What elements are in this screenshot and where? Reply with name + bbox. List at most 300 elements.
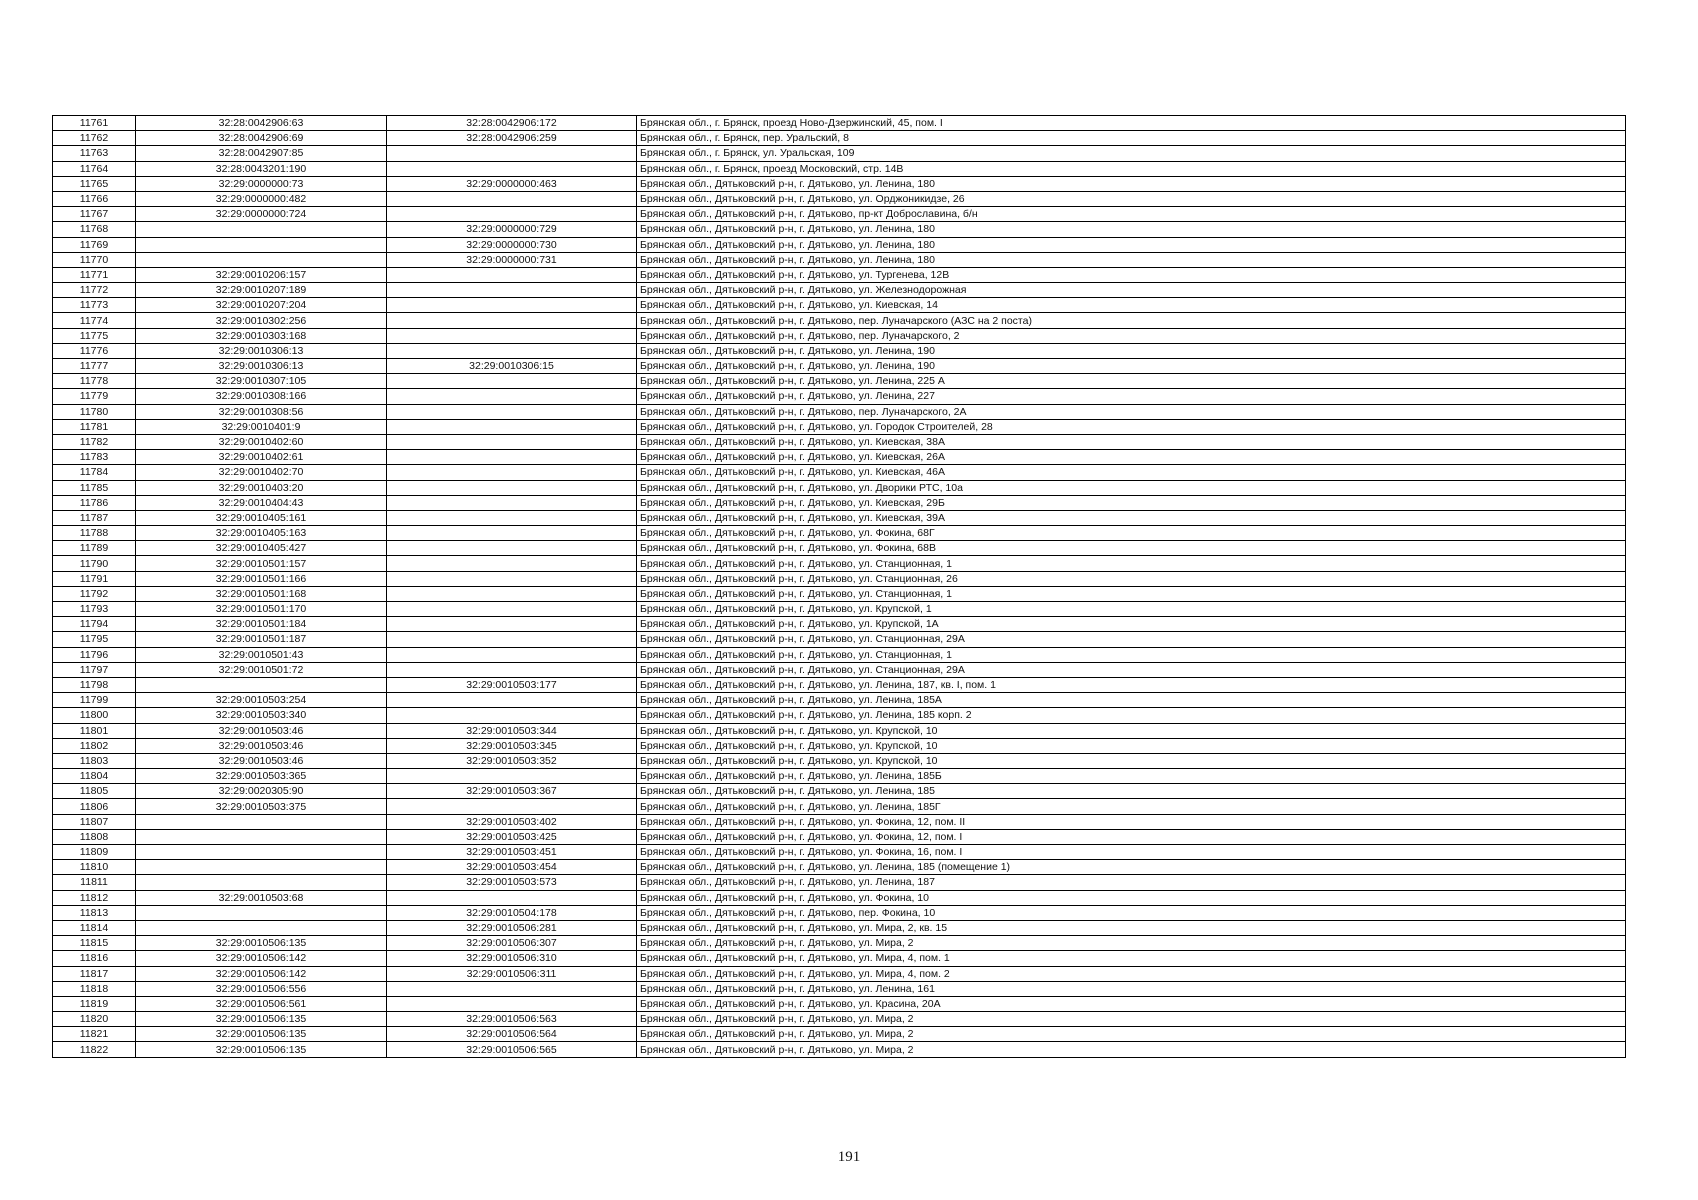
cadastral-number-cell: 32:29:0010506:135 xyxy=(136,936,387,951)
address-cell: Брянская обл., Дятьковский р-н, г. Дятьково, ул. Орджоникидзе, 26 xyxy=(637,191,1626,206)
table-row xyxy=(53,799,1626,814)
table-row xyxy=(53,131,1626,146)
table-row xyxy=(53,845,1626,860)
address-cell: Брянская обл., Дятьковский р-н, г. Дятьково, ул. Мира, 2, кв. 15 xyxy=(637,920,1626,935)
table-row xyxy=(53,450,1626,465)
related-cadastral-number-cell xyxy=(387,526,637,541)
row-number-cell: 11815 xyxy=(53,936,136,951)
address-cell: Брянская обл., г. Брянск, проезд Ново-Дзержинский, 45, пом. I xyxy=(637,116,1626,131)
related-cadastral-number-cell xyxy=(387,434,637,449)
cadastral-number-cell xyxy=(136,829,387,844)
address-cell: Брянская обл., Дятьковский р-н, г. Дятьково, ул. Станционная, 1 xyxy=(637,586,1626,601)
address-cell: Брянская обл., Дятьковский р-н, г. Дятьково, ул. Мира, 4, пом. 1 xyxy=(637,951,1626,966)
address-cell: Брянская обл., Дятьковский р-н, г. Дятьково, ул. Станционная, 29А xyxy=(637,662,1626,677)
table-row xyxy=(53,359,1626,374)
address-cell: Брянская обл., Дятьковский р-н, г. Дятьково, пер. Фокина, 10 xyxy=(637,905,1626,920)
row-number-cell: 11798 xyxy=(53,677,136,692)
row-number-cell: 11772 xyxy=(53,283,136,298)
row-number-cell: 11795 xyxy=(53,632,136,647)
related-cadastral-number-cell xyxy=(387,313,637,328)
address-cell: Брянская обл., Дятьковский р-н, г. Дятьково, ул. Железнодорожная xyxy=(637,283,1626,298)
table-row xyxy=(53,708,1626,723)
row-number-cell: 11822 xyxy=(53,1042,136,1057)
row-number-cell: 11802 xyxy=(53,738,136,753)
address-cell: Брянская обл., Дятьковский р-н, г. Дятьково, ул. Ленина, 185А xyxy=(637,693,1626,708)
page-number: 191 xyxy=(837,1149,861,1165)
related-cadastral-number-cell: 32:29:0010506:565 xyxy=(387,1042,637,1057)
cadastral-number-cell: 32:29:0010506:135 xyxy=(136,1027,387,1042)
row-number-cell: 11794 xyxy=(53,617,136,632)
related-cadastral-number-cell xyxy=(387,981,637,996)
address-cell: Брянская обл., Дятьковский р-н, г. Дятьково, ул. Ленина, 185 xyxy=(637,784,1626,799)
address-cell: Брянская обл., г. Брянск, проезд Московский, стр. 14В xyxy=(637,161,1626,176)
address-cell: Брянская обл., Дятьковский р-н, г. Дятьково, ул. Фокина, 16, пом. I xyxy=(637,845,1626,860)
table-row xyxy=(53,298,1626,313)
address-cell: Брянская обл., Дятьковский р-н, г. Дятьково, ул. Киевская, 14 xyxy=(637,298,1626,313)
cadastral-number-cell: 32:29:0010302:256 xyxy=(136,313,387,328)
row-number-cell: 11800 xyxy=(53,708,136,723)
address-cell: Брянская обл., Дятьковский р-н, г. Дятьково, ул. Мира, 2 xyxy=(637,1012,1626,1027)
address-cell: Брянская обл., Дятьковский р-н, г. Дятьково, ул. Станционная, 1 xyxy=(637,556,1626,571)
related-cadastral-number-cell: 32:29:0010503:402 xyxy=(387,814,637,829)
cadastral-number-cell: 32:28:0042907:85 xyxy=(136,146,387,161)
cadastral-number-cell: 32:29:0010506:135 xyxy=(136,1012,387,1027)
row-number-cell: 11801 xyxy=(53,723,136,738)
table-row xyxy=(53,617,1626,632)
table-row xyxy=(53,966,1626,981)
related-cadastral-number-cell xyxy=(387,799,637,814)
registry-table-body xyxy=(53,116,1626,1058)
related-cadastral-number-cell: 32:29:0010503:451 xyxy=(387,845,637,860)
cadastral-number-cell: 32:28:0043201:190 xyxy=(136,161,387,176)
table-row xyxy=(53,769,1626,784)
address-cell: Брянская обл., Дятьковский р-н, г. Дятьково, ул. Киевская, 26А xyxy=(637,450,1626,465)
row-number-cell: 11820 xyxy=(53,1012,136,1027)
row-number-cell: 11786 xyxy=(53,495,136,510)
related-cadastral-number-cell xyxy=(387,480,637,495)
row-number-cell: 11774 xyxy=(53,313,136,328)
table-row xyxy=(53,389,1626,404)
related-cadastral-number-cell xyxy=(387,708,637,723)
table-row xyxy=(53,723,1626,738)
row-number-cell: 11789 xyxy=(53,541,136,556)
related-cadastral-number-cell xyxy=(387,191,637,206)
address-cell: Брянская обл., Дятьковский р-н, г. Дятьково, ул. Ленина, 185 корп. 2 xyxy=(637,708,1626,723)
cadastral-number-cell xyxy=(136,677,387,692)
table-row xyxy=(53,146,1626,161)
row-number-cell: 11767 xyxy=(53,207,136,222)
address-cell: Брянская обл., Дятьковский р-н, г. Дятьково, ул. Мира, 2 xyxy=(637,1027,1626,1042)
cadastral-number-cell: 32:29:0010207:204 xyxy=(136,298,387,313)
table-row xyxy=(53,434,1626,449)
row-number-cell: 11788 xyxy=(53,526,136,541)
related-cadastral-number-cell: 32:29:0010503:345 xyxy=(387,738,637,753)
row-number-cell: 11805 xyxy=(53,784,136,799)
address-cell: Брянская обл., Дятьковский р-н, г. Дятьково, ул. Городок Строителей, 28 xyxy=(637,419,1626,434)
related-cadastral-number-cell xyxy=(387,617,637,632)
address-cell: Брянская обл., Дятьковский р-н, г. Дятьково, ул. Крупской, 10 xyxy=(637,723,1626,738)
cadastral-number-cell: 32:29:0010308:56 xyxy=(136,404,387,419)
table-row xyxy=(53,252,1626,267)
row-number-cell: 11781 xyxy=(53,419,136,434)
row-number-cell: 11773 xyxy=(53,298,136,313)
cadastral-number-cell: 32:29:0010506:135 xyxy=(136,1042,387,1057)
row-number-cell: 11810 xyxy=(53,860,136,875)
address-cell: Брянская обл., Дятьковский р-н, г. Дятьково, ул. Крупской, 1 xyxy=(637,602,1626,617)
cadastral-number-cell: 32:29:0010501:170 xyxy=(136,602,387,617)
address-cell: Брянская обл., Дятьковский р-н, г. Дятьково, ул. Ленина, 180 xyxy=(637,237,1626,252)
cadastral-number-cell: 32:29:0010303:168 xyxy=(136,328,387,343)
cadastral-number-cell: 32:29:0010501:168 xyxy=(136,586,387,601)
table-row xyxy=(53,1042,1626,1057)
table-row xyxy=(53,510,1626,525)
cadastral-number-cell: 32:29:0020305:90 xyxy=(136,784,387,799)
related-cadastral-number-cell xyxy=(387,495,637,510)
row-number-cell: 11790 xyxy=(53,556,136,571)
table-row xyxy=(53,161,1626,176)
cadastral-number-cell: 32:29:0010306:13 xyxy=(136,343,387,358)
table-row xyxy=(53,632,1626,647)
cadastral-number-cell: 32:29:0010501:166 xyxy=(136,571,387,586)
address-cell: Брянская обл., г. Брянск, пер. Уральский, 8 xyxy=(637,131,1626,146)
cadastral-number-cell: 32:29:0010501:43 xyxy=(136,647,387,662)
cadastral-number-cell: 32:29:0010401:9 xyxy=(136,419,387,434)
address-cell: Брянская обл., Дятьковский р-н, г. Дятьково, ул. Ленина, 187 xyxy=(637,875,1626,890)
table-row xyxy=(53,267,1626,282)
address-cell: Брянская обл., Дятьковский р-н, г. Дятьково, ул. Ленина, 161 xyxy=(637,981,1626,996)
table-row xyxy=(53,753,1626,768)
cadastral-number-cell: 32:29:0010503:365 xyxy=(136,769,387,784)
table-row xyxy=(53,647,1626,662)
cadastral-number-cell: 32:28:0042906:63 xyxy=(136,116,387,131)
row-number-cell: 11804 xyxy=(53,769,136,784)
address-cell: Брянская обл., Дятьковский р-н, г. Дятьково, ул. Киевская, 46А xyxy=(637,465,1626,480)
address-cell: Брянская обл., Дятьковский р-н, г. Дятьково, ул. Станционная, 29А xyxy=(637,632,1626,647)
related-cadastral-number-cell: 32:29:0010503:454 xyxy=(387,860,637,875)
table-row xyxy=(53,829,1626,844)
cadastral-number-cell: 32:29:0010402:60 xyxy=(136,434,387,449)
table-row xyxy=(53,738,1626,753)
address-cell: Брянская обл., Дятьковский р-н, г. Дятьково, пер. Луначарского, 2А xyxy=(637,404,1626,419)
related-cadastral-number-cell xyxy=(387,693,637,708)
cadastral-number-cell: 32:29:0000000:73 xyxy=(136,176,387,191)
table-row xyxy=(53,784,1626,799)
cadastral-number-cell xyxy=(136,845,387,860)
row-number-cell: 11808 xyxy=(53,829,136,844)
cadastral-number-cell: 32:29:0010403:20 xyxy=(136,480,387,495)
address-cell: Брянская обл., Дятьковский р-н, г. Дятьково, ул. Ленина, 190 xyxy=(637,343,1626,358)
table-row xyxy=(53,586,1626,601)
row-number-cell: 11787 xyxy=(53,510,136,525)
cadastral-number-cell: 32:29:0010308:166 xyxy=(136,389,387,404)
cadastral-number-cell: 32:29:0010503:375 xyxy=(136,799,387,814)
address-cell: Брянская обл., Дятьковский р-н, г. Дятьково, ул. Станционная, 26 xyxy=(637,571,1626,586)
related-cadastral-number-cell: 32:29:0010506:564 xyxy=(387,1027,637,1042)
table-row xyxy=(53,905,1626,920)
row-number-cell: 11818 xyxy=(53,981,136,996)
address-cell: Брянская обл., Дятьковский р-н, г. Дятьково, ул. Мира, 4, пом. 2 xyxy=(637,966,1626,981)
cadastral-number-cell xyxy=(136,814,387,829)
related-cadastral-number-cell xyxy=(387,647,637,662)
cadastral-number-cell: 32:29:0010402:61 xyxy=(136,450,387,465)
cadastral-number-cell: 32:29:0000000:724 xyxy=(136,207,387,222)
related-cadastral-number-cell xyxy=(387,267,637,282)
address-cell: Брянская обл., Дятьковский р-н, г. Дятьково, ул. Киевская, 29Б xyxy=(637,495,1626,510)
cadastral-number-cell: 32:29:0010503:46 xyxy=(136,753,387,768)
address-cell: Брянская обл., Дятьковский р-н, г. Дятьково, пр-кт Доброславина, б/н xyxy=(637,207,1626,222)
related-cadastral-number-cell: 32:29:0010504:178 xyxy=(387,905,637,920)
cadastral-number-cell: 32:29:0010501:72 xyxy=(136,662,387,677)
address-cell: Брянская обл., Дятьковский р-н, г. Дятьково, ул. Красина, 20А xyxy=(637,996,1626,1011)
address-cell: Брянская обл., Дятьковский р-н, г. Дятьково, ул. Ленина, 187, кв. I, пом. 1 xyxy=(637,677,1626,692)
address-cell: Брянская обл., Дятьковский р-н, г. Дятьково, пер. Луначарского (АЗС на 2 поста) xyxy=(637,313,1626,328)
table-row xyxy=(53,1027,1626,1042)
table-row xyxy=(53,814,1626,829)
table-row xyxy=(53,996,1626,1011)
related-cadastral-number-cell xyxy=(387,450,637,465)
cadastral-number-cell: 32:29:0010501:157 xyxy=(136,556,387,571)
related-cadastral-number-cell xyxy=(387,343,637,358)
address-cell: Брянская обл., Дятьковский р-н, г. Дятьково, ул. Фокина, 10 xyxy=(637,890,1626,905)
table-row xyxy=(53,677,1626,692)
row-number-cell: 11764 xyxy=(53,161,136,176)
related-cadastral-number-cell xyxy=(387,389,637,404)
table-row xyxy=(53,465,1626,480)
table-row xyxy=(53,860,1626,875)
cadastral-number-cell: 32:29:0010506:142 xyxy=(136,966,387,981)
row-number-cell: 11814 xyxy=(53,920,136,935)
table-row xyxy=(53,526,1626,541)
address-cell: Брянская обл., Дятьковский р-н, г. Дятьково, ул. Ленина, 180 xyxy=(637,222,1626,237)
table-row xyxy=(53,404,1626,419)
cadastral-number-cell: 32:29:0010506:561 xyxy=(136,996,387,1011)
address-cell: Брянская обл., Дятьковский р-н, г. Дятьково, ул. Ленина, 227 xyxy=(637,389,1626,404)
row-number-cell: 11791 xyxy=(53,571,136,586)
related-cadastral-number-cell: 32:28:0042906:172 xyxy=(387,116,637,131)
row-number-cell: 11809 xyxy=(53,845,136,860)
related-cadastral-number-cell: 32:29:0010503:177 xyxy=(387,677,637,692)
related-cadastral-number-cell xyxy=(387,996,637,1011)
cadastral-number-cell: 32:29:0010503:68 xyxy=(136,890,387,905)
row-number-cell: 11807 xyxy=(53,814,136,829)
table-row xyxy=(53,283,1626,298)
related-cadastral-number-cell xyxy=(387,465,637,480)
related-cadastral-number-cell xyxy=(387,510,637,525)
row-number-cell: 11782 xyxy=(53,434,136,449)
table-row xyxy=(53,495,1626,510)
row-number-cell: 11799 xyxy=(53,693,136,708)
address-cell: Брянская обл., г. Брянск, ул. Уральская, 109 xyxy=(637,146,1626,161)
related-cadastral-number-cell xyxy=(387,632,637,647)
related-cadastral-number-cell xyxy=(387,146,637,161)
related-cadastral-number-cell: 32:29:0000000:729 xyxy=(387,222,637,237)
related-cadastral-number-cell: 32:29:0010503:573 xyxy=(387,875,637,890)
related-cadastral-number-cell xyxy=(387,207,637,222)
row-number-cell: 11793 xyxy=(53,602,136,617)
table-row xyxy=(53,541,1626,556)
cadastral-number-cell: 32:29:0010207:189 xyxy=(136,283,387,298)
table-row xyxy=(53,693,1626,708)
cadastral-number-cell: 32:28:0042906:69 xyxy=(136,131,387,146)
address-cell: Брянская обл., Дятьковский р-н, г. Дятьково, ул. Станционная, 1 xyxy=(637,647,1626,662)
address-cell: Брянская обл., Дятьковский р-н, г. Дятьково, ул. Тургенева, 12В xyxy=(637,267,1626,282)
cadastral-number-cell xyxy=(136,237,387,252)
table-row xyxy=(53,237,1626,252)
address-cell: Брянская обл., Дятьковский р-н, г. Дятьково, пер. Луначарского, 2 xyxy=(637,328,1626,343)
table-row xyxy=(53,981,1626,996)
table-row xyxy=(53,951,1626,966)
table-row xyxy=(53,328,1626,343)
related-cadastral-number-cell xyxy=(387,602,637,617)
address-cell: Брянская обл., Дятьковский р-н, г. Дятьково, ул. Ленина, 225 А xyxy=(637,374,1626,389)
row-number-cell: 11775 xyxy=(53,328,136,343)
table-row xyxy=(53,920,1626,935)
address-cell: Брянская обл., Дятьковский р-н, г. Дятьково, ул. Мира, 2 xyxy=(637,936,1626,951)
table-row xyxy=(53,936,1626,951)
address-cell: Брянская обл., Дятьковский р-н, г. Дятьково, ул. Крупской, 10 xyxy=(637,738,1626,753)
address-cell: Брянская обл., Дятьковский р-н, г. Дятьково, ул. Фокина, 12, пом. II xyxy=(637,814,1626,829)
cadastral-number-cell: 32:29:0010506:556 xyxy=(136,981,387,996)
address-cell: Брянская обл., Дятьковский р-н, г. Дятьково, ул. Ленина, 180 xyxy=(637,252,1626,267)
row-number-cell: 11761 xyxy=(53,116,136,131)
related-cadastral-number-cell: 32:29:0000000:730 xyxy=(387,237,637,252)
related-cadastral-number-cell xyxy=(387,404,637,419)
address-cell: Брянская обл., Дятьковский р-н, г. Дятьково, ул. Ленина, 185 (помещение 1) xyxy=(637,860,1626,875)
related-cadastral-number-cell: 32:29:0010506:563 xyxy=(387,1012,637,1027)
row-number-cell: 11797 xyxy=(53,662,136,677)
cadastral-number-cell: 32:29:0010405:161 xyxy=(136,510,387,525)
cadastral-number-cell: 32:29:0010503:254 xyxy=(136,693,387,708)
related-cadastral-number-cell xyxy=(387,541,637,556)
table-row xyxy=(53,662,1626,677)
cadastral-number-cell: 32:29:0010503:46 xyxy=(136,723,387,738)
address-cell: Брянская обл., Дятьковский р-н, г. Дятьково, ул. Крупской, 10 xyxy=(637,753,1626,768)
table-row xyxy=(53,343,1626,358)
related-cadastral-number-cell: 32:29:0000000:463 xyxy=(387,176,637,191)
table-row xyxy=(53,571,1626,586)
table-row xyxy=(53,191,1626,206)
row-number-cell: 11819 xyxy=(53,996,136,1011)
row-number-cell: 11803 xyxy=(53,753,136,768)
row-number-cell: 11811 xyxy=(53,875,136,890)
address-cell: Брянская обл., Дятьковский р-н, г. Дятьково, ул. Ленина, 180 xyxy=(637,176,1626,191)
related-cadastral-number-cell: 32:29:0000000:731 xyxy=(387,252,637,267)
row-number-cell: 11813 xyxy=(53,905,136,920)
cadastral-number-cell: 32:29:0010405:163 xyxy=(136,526,387,541)
related-cadastral-number-cell: 32:29:0010506:307 xyxy=(387,936,637,951)
registry-table xyxy=(52,115,1626,1058)
row-number-cell: 11778 xyxy=(53,374,136,389)
related-cadastral-number-cell: 32:29:0010503:352 xyxy=(387,753,637,768)
cadastral-number-cell: 32:29:0000000:482 xyxy=(136,191,387,206)
address-cell: Брянская обл., Дятьковский р-н, г. Дятьково, ул. Киевская, 38А xyxy=(637,434,1626,449)
related-cadastral-number-cell xyxy=(387,586,637,601)
table-row xyxy=(53,374,1626,389)
address-cell: Брянская обл., Дятьковский р-н, г. Дятьково, ул. Фокина, 68Г xyxy=(637,526,1626,541)
address-cell: Брянская обл., Дятьковский р-н, г. Дятьково, ул. Ленина, 185Г xyxy=(637,799,1626,814)
related-cadastral-number-cell: 32:29:0010503:344 xyxy=(387,723,637,738)
address-cell: Брянская обл., Дятьковский р-н, г. Дятьково, ул. Дворики РТС, 10а xyxy=(637,480,1626,495)
table-row xyxy=(53,176,1626,191)
cadastral-number-cell: 32:29:0010503:340 xyxy=(136,708,387,723)
cadastral-number-cell: 32:29:0010206:157 xyxy=(136,267,387,282)
related-cadastral-number-cell xyxy=(387,298,637,313)
address-cell: Брянская обл., Дятьковский р-н, г. Дятьково, ул. Мира, 2 xyxy=(637,1042,1626,1057)
cadastral-number-cell: 32:29:0010402:70 xyxy=(136,465,387,480)
address-cell: Брянская обл., Дятьковский р-н, г. Дятьково, ул. Фокина, 68В xyxy=(637,541,1626,556)
cadastral-number-cell: 32:29:0010501:187 xyxy=(136,632,387,647)
related-cadastral-number-cell: 32:28:0042906:259 xyxy=(387,131,637,146)
related-cadastral-number-cell: 32:29:0010503:367 xyxy=(387,784,637,799)
row-number-cell: 11776 xyxy=(53,343,136,358)
cadastral-number-cell xyxy=(136,920,387,935)
cadastral-number-cell: 32:29:0010501:184 xyxy=(136,617,387,632)
related-cadastral-number-cell xyxy=(387,890,637,905)
row-number-cell: 11796 xyxy=(53,647,136,662)
table-row xyxy=(53,890,1626,905)
row-number-cell: 11769 xyxy=(53,237,136,252)
table-row xyxy=(53,207,1626,222)
cadastral-number-cell: 32:29:0010405:427 xyxy=(136,541,387,556)
related-cadastral-number-cell xyxy=(387,328,637,343)
cadastral-number-cell xyxy=(136,905,387,920)
row-number-cell: 11777 xyxy=(53,359,136,374)
row-number-cell: 11792 xyxy=(53,586,136,601)
row-number-cell: 11806 xyxy=(53,799,136,814)
table-row xyxy=(53,116,1626,131)
row-number-cell: 11785 xyxy=(53,480,136,495)
table-row xyxy=(53,222,1626,237)
related-cadastral-number-cell: 32:29:0010506:311 xyxy=(387,966,637,981)
table-row xyxy=(53,875,1626,890)
address-cell: Брянская обл., Дятьковский р-н, г. Дятьково, ул. Ленина, 190 xyxy=(637,359,1626,374)
related-cadastral-number-cell xyxy=(387,374,637,389)
row-number-cell: 11766 xyxy=(53,191,136,206)
row-number-cell: 11817 xyxy=(53,966,136,981)
related-cadastral-number-cell xyxy=(387,662,637,677)
row-number-cell: 11770 xyxy=(53,252,136,267)
cadastral-number-cell xyxy=(136,860,387,875)
table-row xyxy=(53,602,1626,617)
related-cadastral-number-cell xyxy=(387,283,637,298)
row-number-cell: 11780 xyxy=(53,404,136,419)
related-cadastral-number-cell: 32:29:0010506:310 xyxy=(387,951,637,966)
table-row xyxy=(53,556,1626,571)
row-number-cell: 11812 xyxy=(53,890,136,905)
table-row xyxy=(53,419,1626,434)
cadastral-number-cell: 32:29:0010404:43 xyxy=(136,495,387,510)
row-number-cell: 11768 xyxy=(53,222,136,237)
related-cadastral-number-cell: 32:29:0010506:281 xyxy=(387,920,637,935)
related-cadastral-number-cell xyxy=(387,769,637,784)
cadastral-number-cell xyxy=(136,875,387,890)
related-cadastral-number-cell xyxy=(387,161,637,176)
cadastral-number-cell xyxy=(136,222,387,237)
cadastral-number-cell: 32:29:0010307:105 xyxy=(136,374,387,389)
row-number-cell: 11821 xyxy=(53,1027,136,1042)
related-cadastral-number-cell xyxy=(387,419,637,434)
table-row xyxy=(53,313,1626,328)
related-cadastral-number-cell: 32:29:0010503:425 xyxy=(387,829,637,844)
cadastral-number-cell: 32:29:0010503:46 xyxy=(136,738,387,753)
row-number-cell: 11784 xyxy=(53,465,136,480)
row-number-cell: 11763 xyxy=(53,146,136,161)
table-row xyxy=(53,480,1626,495)
related-cadastral-number-cell xyxy=(387,556,637,571)
address-cell: Брянская обл., Дятьковский р-н, г. Дятьково, ул. Крупской, 1А xyxy=(637,617,1626,632)
related-cadastral-number-cell: 32:29:0010306:15 xyxy=(387,359,637,374)
address-cell: Брянская обл., Дятьковский р-н, г. Дятьково, ул. Ленина, 185Б xyxy=(637,769,1626,784)
